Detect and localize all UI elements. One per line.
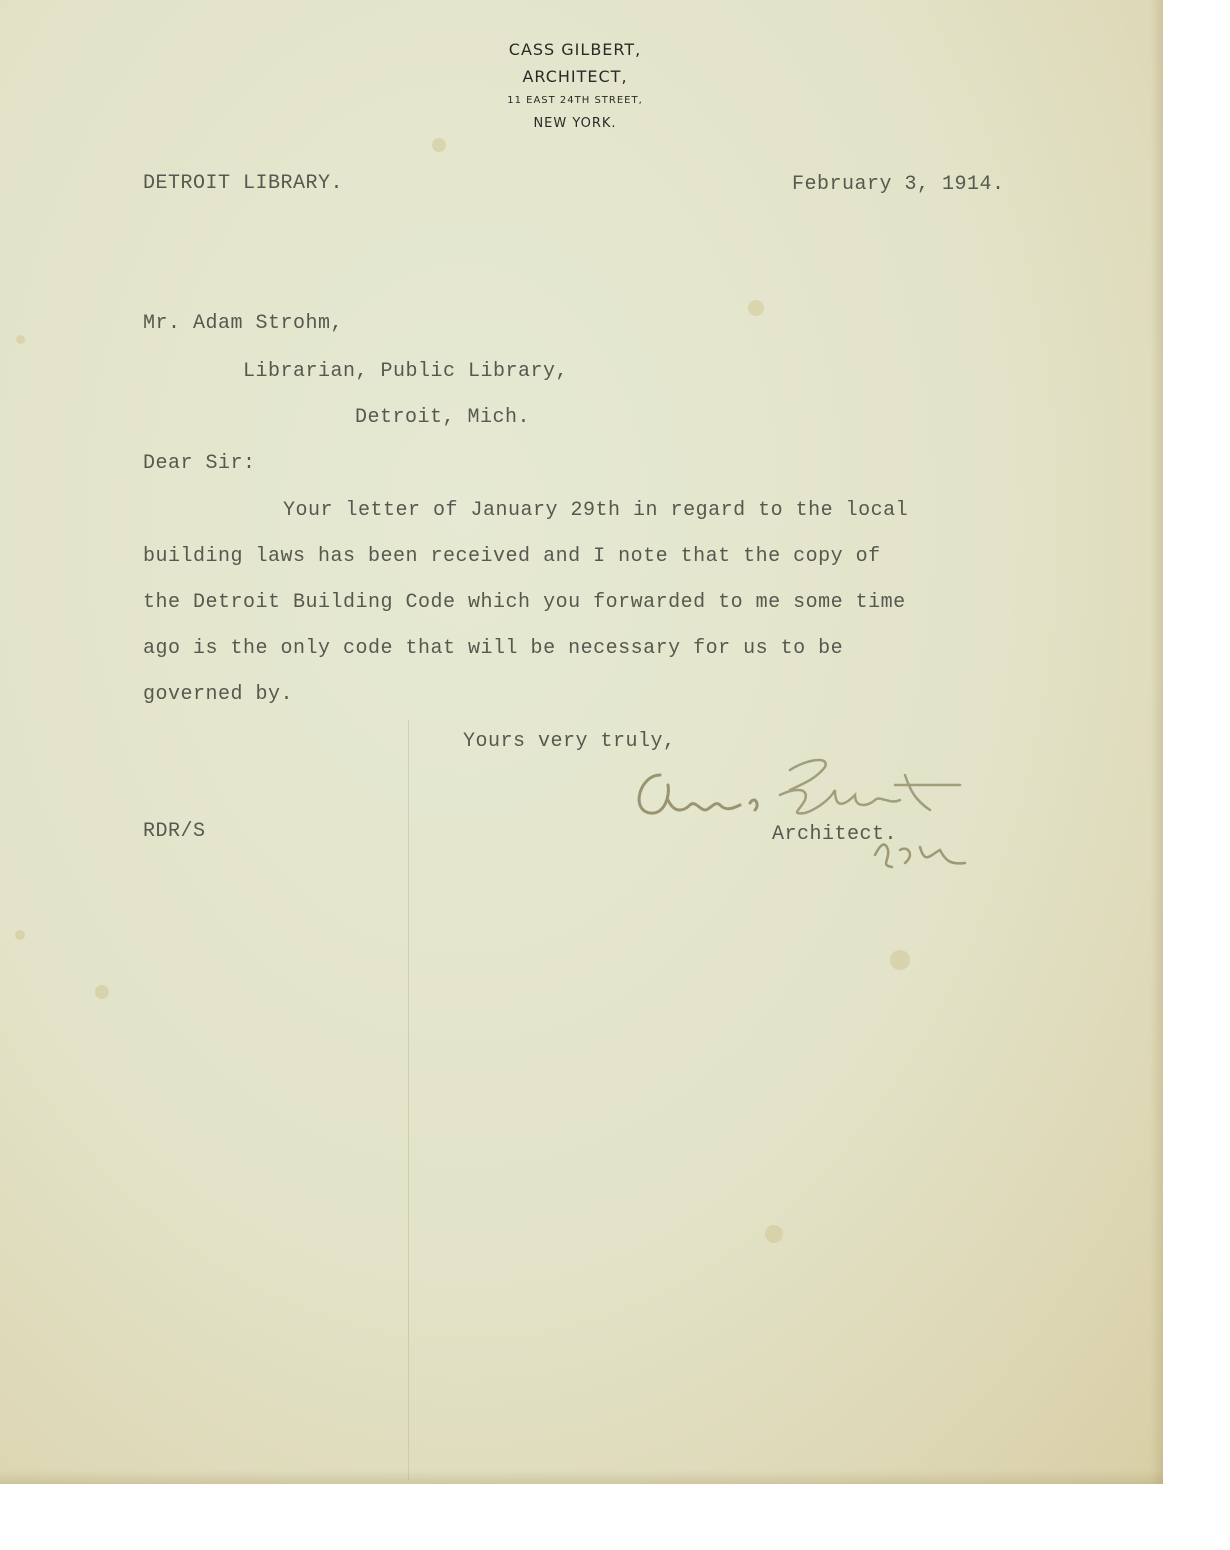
letter-date: February 3, 1914. xyxy=(792,173,1005,196)
signature xyxy=(630,755,970,880)
closing: Yours very truly, xyxy=(463,730,676,753)
letterhead-title: ARCHITECT, xyxy=(522,67,628,86)
paper-stain xyxy=(432,138,446,152)
body-line: Your letter of January 29th in regard to the local xyxy=(283,499,909,522)
recipient-position: Librarian, Public Library, xyxy=(243,360,569,383)
body-line: governed by. xyxy=(143,683,294,706)
letterhead-street: 11 EAST 24TH STREET, xyxy=(507,95,643,106)
paper-stain xyxy=(890,950,910,970)
body-line: the Detroit Building Code which you forwarded to me some time xyxy=(143,591,906,614)
paper-stain xyxy=(765,1225,783,1243)
body-line: building laws has been received and I note that the copy of xyxy=(143,545,881,568)
file-label: DETROIT LIBRARY. xyxy=(143,172,344,195)
paper-stain xyxy=(15,930,25,940)
recipient-location: Detroit, Mich. xyxy=(355,406,531,429)
body-line: ago is the only code that will be necessary for us to be xyxy=(143,637,844,660)
letterhead-name: CASS GILBERT, xyxy=(508,40,642,59)
page-edge-shadow xyxy=(1150,0,1163,1484)
letterhead xyxy=(430,36,720,136)
page-edge-shadow xyxy=(0,1470,1163,1484)
paper-stain xyxy=(16,335,25,344)
paper-fold-line xyxy=(408,720,409,1480)
paper-stain xyxy=(748,300,764,316)
signature-title: Architect. xyxy=(772,823,898,846)
recipient-name: Mr. Adam Strohm, xyxy=(143,312,344,335)
salutation: Dear Sir: xyxy=(143,452,256,475)
initials: RDR/S xyxy=(143,820,206,843)
paper-stain xyxy=(95,985,109,999)
letterhead-city: NEW YORK. xyxy=(533,116,617,131)
